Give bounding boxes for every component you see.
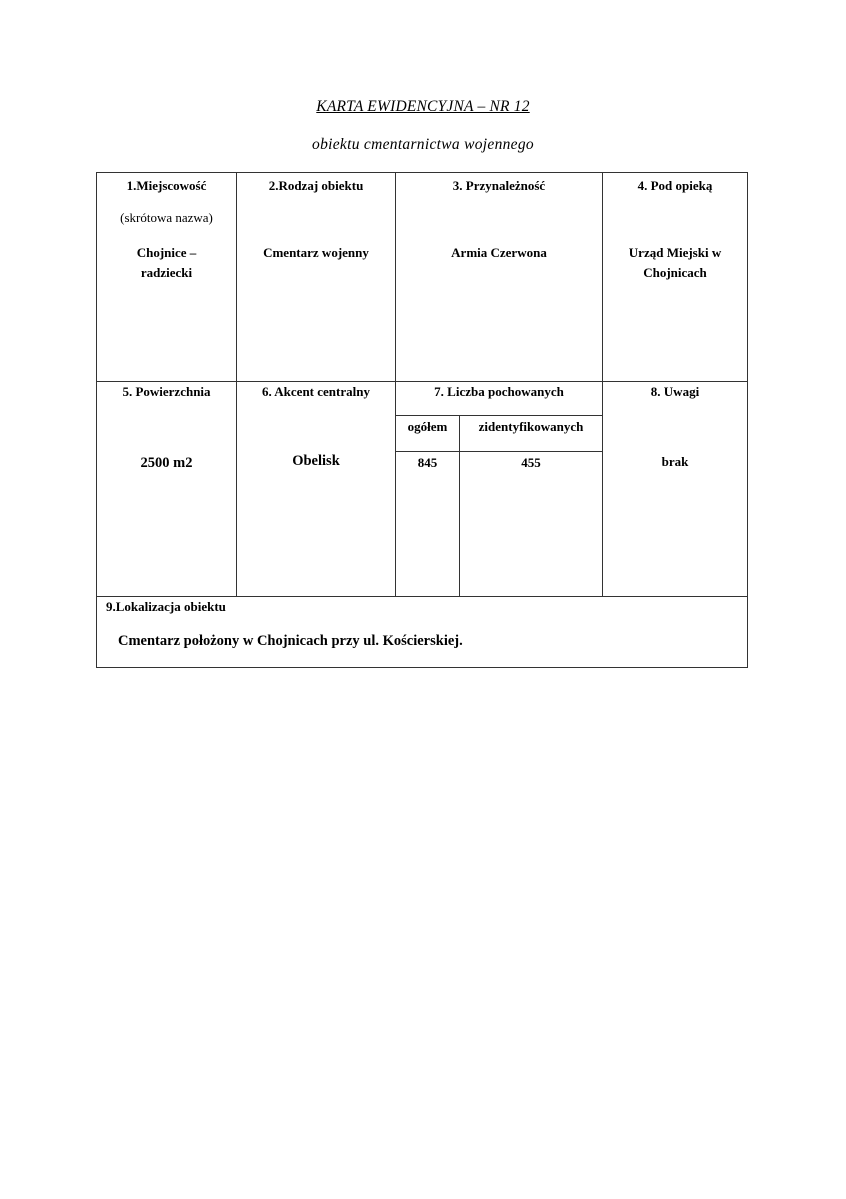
object-type-label: 2.Rodzaj obiektu (268, 178, 364, 193)
affiliation-value: Armia Czerwona (451, 245, 547, 260)
buried-identified-value: 455 (521, 455, 541, 470)
custody-value-line2: Chojnicach (643, 265, 707, 280)
central-accent-label: 6. Akcent centralny (262, 384, 370, 399)
buried-total-header: ogółem (407, 419, 448, 434)
locality-value-line1: Chojnice – (136, 245, 197, 260)
custody-label: 4. Pod opieką (637, 178, 713, 193)
central-accent-value: Obelisk (292, 453, 340, 469)
area-label: 5. Powierzchnia (122, 384, 211, 399)
area-value: 2500 m2 (140, 455, 193, 471)
buried-total-value: 845 (417, 455, 438, 470)
locality-value-line2: radziecki (140, 265, 193, 280)
affiliation-label: 3. Przynależność (452, 178, 546, 193)
card-title: KARTA EWIDENCYJNA – NR 12 (316, 98, 530, 115)
object-type-value: Cmentarz wojenny (263, 245, 369, 260)
buried-subheader-bottom-line (395, 451, 602, 452)
buried-subcolumn-divider (459, 415, 460, 596)
location-label: 9.Lokalizacja obiektu (106, 599, 226, 614)
remarks-value: brak (661, 454, 689, 469)
location-value: Cmentarz położony w Chojnicach przy ul. Kościerskiej. (118, 633, 463, 649)
locality-label: 1.Miejscowość (126, 178, 207, 193)
locality-note: (skrótowa nazwa) (120, 210, 213, 225)
custody-value-line1: Urząd Miejski w (628, 245, 722, 260)
buried-label: 7. Liczba pochowanych (434, 384, 564, 399)
buried-subheader-top-line (395, 415, 602, 416)
remarks-label: 8. Uwagi (650, 384, 700, 399)
buried-identified-header: zidentyfikowanych (478, 419, 584, 434)
record-card-table (96, 172, 748, 668)
card-subtitle: obiektu cmentarnictwa wojennego (312, 136, 534, 153)
